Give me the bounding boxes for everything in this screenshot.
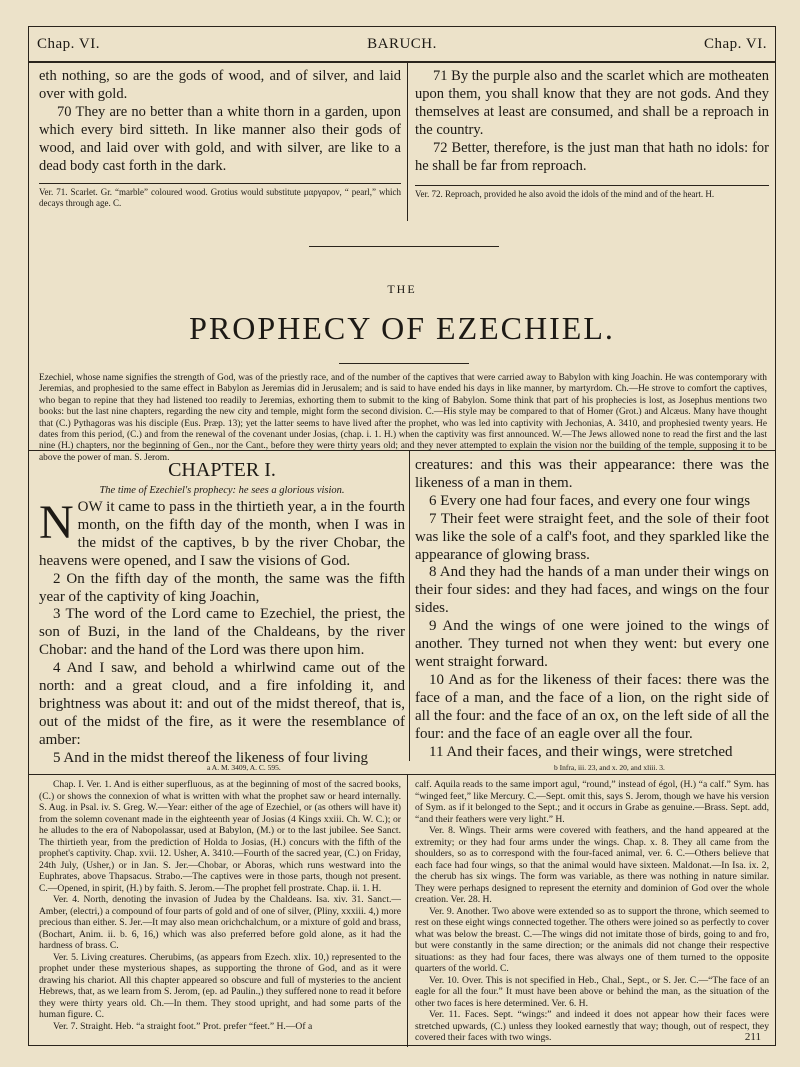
verse: 9 And the wings of one were joined to the wings of another. They turned not when they went: but every one went straight forward.: [415, 618, 769, 670]
header-center: BARUCH.: [367, 36, 437, 52]
intro-rule: [29, 450, 775, 451]
column-divider-chapter: [409, 451, 410, 761]
header-left: Chap. VI.: [37, 36, 100, 52]
verse: 10 And as for the likeness of their faces: there was the face of a man, and the face of a lion, on the right side of all the four: and the face of an ox, on the left side of all the four: and the face of an eagle over all the four.: [415, 671, 769, 742]
verse: 72 Better, therefore, is the just man that hath no idols: for he shall be far from reproach.: [415, 140, 769, 174]
header-right: Chap. VI.: [704, 36, 767, 52]
footnote: Ver. 4. North, denoting the invasion of Judea by the Chaldeans. Isa. xiv. 31. Sanct.—Amber, (electri,) a compound of four parts of gold and of one of silver, (Pliny, xxxiii. 4,) more precious than either. S. Jer.—It may also mean orichchalchum, or a mixture of gold and brass, (Bochart, Anim. ii. b. 6, 16,) which was also preferred before gold alone, as it had the hardness of brass. C.: [39, 894, 401, 951]
footnote: Ver. 71. Scarlet. Gr. “marble” coloured wood. Grotius would substitute μαργαρον, “ pearl,” which decays through age. C.: [39, 187, 401, 208]
verse: 11 And their faces, and their wings, were stretched: [429, 743, 733, 760]
footnote: Ver. 5. Living creatures. Cherubims, (as appears from Ezech. xlix. 10,) represented to the prophet under these mysterious shapes, as supporting the throne of God, and as it were drawing his chariot. All this chapter appeared so obscure and full of mysteries to the ancient Hebrews, that, as we learn from S. Jerom, (ep. ad Paulin.,) they suffered none to read it before they were thirty years old. Ch.—In them. They stood upright, and had some parts of the human figure. C.: [39, 951, 401, 1020]
chapter-heading: CHAPTER I.: [168, 459, 276, 481]
chapter-summary: The time of Ezechiel's prophecy: he sees a glorious vision.: [99, 485, 345, 496]
footnote: Ver. 9. Another. Two above were extended so as to support the throne, which seemed to rest on these eight wings connected together. The others were joined so as perfectly to cover what was below the breast. C.—The wings did not imitate those of birds, going to and fro, but were constantly in the same direction; or the animals did not change their respective situations: as they had four faces, there was always one of them turned to the opposite quarters of the world. C.: [415, 905, 769, 974]
footnote: Ver. 7. Straight. Heb. “a straight foot.” Prot. prefer “feet.” H.—Of a: [53, 1020, 313, 1032]
book-title: PROPHECY OF EZECHIEL.: [189, 310, 615, 346]
cross-reference: b Infra, iii. 23, and x. 20, and xliii. 3.: [554, 763, 665, 772]
baruch-left-column: [39, 67, 401, 209]
verse: 2 On the fifth day of the month, the same was the fifth year of the captivity of king Joachin,: [39, 570, 405, 605]
note-block: [415, 185, 769, 200]
book-introduction: Ezechiel, whose name signifies the strength of God, was of the priestly race, and of the number of the captives that were carried away to Babylon with king Joachin. He was contemporary with Jeremias, and prophesied to the same effect in Babylon as Jeremias did in Jerusalem; and is said to have ended his days in like manner, by martyrdom. Ch.—He strove to comfort the captives, who began to repine that they had listened too readily to Jeremias, exhorting them to submit to the king of Babylon. Some think that part of his prophecies is lost, as Josephus mentions two books: but the last nine chapters, regarding the new city and temple, might form the second division. C.—His style may be compared to that of Homer (Grot.) and Alcæus. Many have thought that (C.) Pythagoras was his disciple (Eus. Præp. 13); yet the latter seems to have lived after the prophet, who was led into captivity with Jechonias, A. 3410, and prophesied twenty years. He dates from this period, (C.) and from the renewal of the covenant under Josias, (chap. i. 1. H.) when the captivity was first announced. W.—The Jews allowed none to read the first and the last nine (H.) chapters, nor the beginning of Gen., nor the Cant., before they were thirty years old; and they never attempted to explain the vision nor the building of the temple, supposing it to be above the power of man. S. Jerom.: [39, 373, 767, 463]
verse: 71 By the purple also and the scarlet which are motheaten upon them, you shall know that they are not gods. And they themselves at least are consumed, and shall be a reproach in the country.: [415, 68, 769, 138]
chapter-right-column: [415, 457, 769, 761]
note-block: [39, 183, 401, 209]
title-the: THE: [387, 282, 417, 296]
verse: [39, 496, 405, 571]
running-header: [29, 27, 775, 63]
footnote: Ver. 11. Faces. Sept. “wings:” and indeed it does not appear how their faces were stretched upwards, (C.) unless they looked earnestly that way; though, out of respect, they covered their faces with two wings.: [415, 1009, 769, 1043]
drop-cap: N: [39, 496, 74, 549]
verse: creatures: and this was their appearance: there was the likeness of a man in them.: [415, 457, 769, 491]
verse: 3 The word of the Lord came to Ezechiel, the priest, the son of Buzi, in the land of the Chaldeans, by the river Chobar: and the hand of the Lord was there upon him.: [39, 606, 405, 659]
page-frame: [28, 26, 776, 1046]
footnote: Ver. 72. Reproach, provided he also avoid the idols of the mind and of the heart. H.: [415, 189, 715, 199]
footnote: Chap. I. Ver. 1. And is either superfluous, as at the beginning of most of the sacred books, (C.) or shows the connexion of what is written with what the prophet saw or heard internally. S. Aug. in Psal. iv. S. Greg. W.—Year: either of the age of Ezechiel, or (as others will have it) from the solemn covenant made in the eighteenth year of Josias (4 Kings xxiii. Ch. W. C.); or he alludes to the era of Nabopolassar, used at Babylon, (M.) or to the last jubilee. See Sanct. The thirtieth year, from the prediction of Holda to Josias, (H.) concurs with the fifth of the prophet's captivity. Chap. xvii. 12. Usher, A. 3410.—Fourth of the sacred year, (C.) on Friday, 24th July, (Usher,) or in Jan. S. Jer.—Chobar, or Aboras, which runs westward into the Euphrates, above Thapsacus. Strabo.—The captives were in those parts, though not present. C.—Opened, in spirit, (H.) by faith. S. Jerom.—The prophet fell prostrate. Chap. ii. 1. H.: [39, 779, 401, 894]
cross-reference: a A. M. 3409, A. C. 595.: [207, 763, 281, 772]
footnote: Ver. 10. Over. This is not specified in Heb., Chal., Sept., or S. Jer. C.—“The face of an eagle for all the four.” It must have been above or behind the man, as the situation of the other two faces is here determined. Ver. 6. H.: [415, 974, 769, 1009]
page-number: 211: [744, 1031, 761, 1043]
verse-text: OW it came to pass in the thirtieth year, a in the fourth month, on the fifth day of the month, when I was in the midst of the captives, b by the river Chobar, the heavens were opened, and I saw the visions of God.: [39, 499, 405, 569]
verse: eth nothing, so are the gods of wood, and of silver, and laid over with gold.: [39, 68, 401, 102]
verse: 8 And they had the hands of a man under their wings on their four sides: and they had faces, and wings on the four sides.: [415, 564, 769, 617]
verse: 6 Every one had four faces, and every one four wings: [429, 492, 751, 509]
title-rule: [339, 363, 469, 364]
verse: 7 Their feet were straight feet, and the sole of their foot was like the sole of a calf's foot, and they sparkled like the appearance of glowing brass.: [415, 510, 769, 563]
footnotes-left: [39, 779, 401, 1032]
baruch-right-column: [415, 67, 769, 200]
footnote: calf. Aquila reads to the same import agul, “round,” instead of égol, (H.) “a calf.” Sym. has “winged feet,” like Mercury. C.—Sept. omit this, says S. Jerom, though we have his version of Sym. as if it belonged to the Sept.; and it occurs in Grabe as genuine.—Brass. Sept. add, “and their feathers were very light.” H.: [415, 779, 769, 825]
verse: 5 And in the midst thereof the likeness of four living: [53, 749, 368, 766]
column-divider-top: [407, 61, 408, 221]
section-separator: [309, 246, 499, 247]
verse: 70 They are no better than a white thorn in a garden, upon which every bird sitteth. In like manner also their gods of wood, and laid over with gold, and with silver, are like to a dead body cast forth in the dark.: [39, 104, 401, 174]
verse: 4 And I saw, and behold a whirlwind came out of the north: and a great cloud, and a fire infolding it, and brightness was about it: and out of the midst thereof, that is, out of the midst of the fire, as it were the resemblance of amber:: [39, 660, 405, 748]
footnotes-rule: [29, 774, 775, 775]
footnote: Ver. 8. Wings. Their arms were covered with feathers, and the hand appeared at the extremity; or they had four arms under the wings. Chap. x. 8. They all came from the shoulders, so as to correspond with the four-faced animal, ver. 6. C.—Others believe that each face had four wings, so that the animal would have sixteen. Maldonat.—In Isa. ix. 2, the cherub has six wings. The form was variable, as there was nothing in nature similar. They were perhaps designed to represent the eternity and dominion of God over the whole creation. Ver. 28. H.: [415, 825, 769, 905]
footnotes-right: [415, 779, 769, 1044]
chapter-left-column: [39, 457, 405, 768]
column-divider-notes: [407, 775, 408, 1047]
